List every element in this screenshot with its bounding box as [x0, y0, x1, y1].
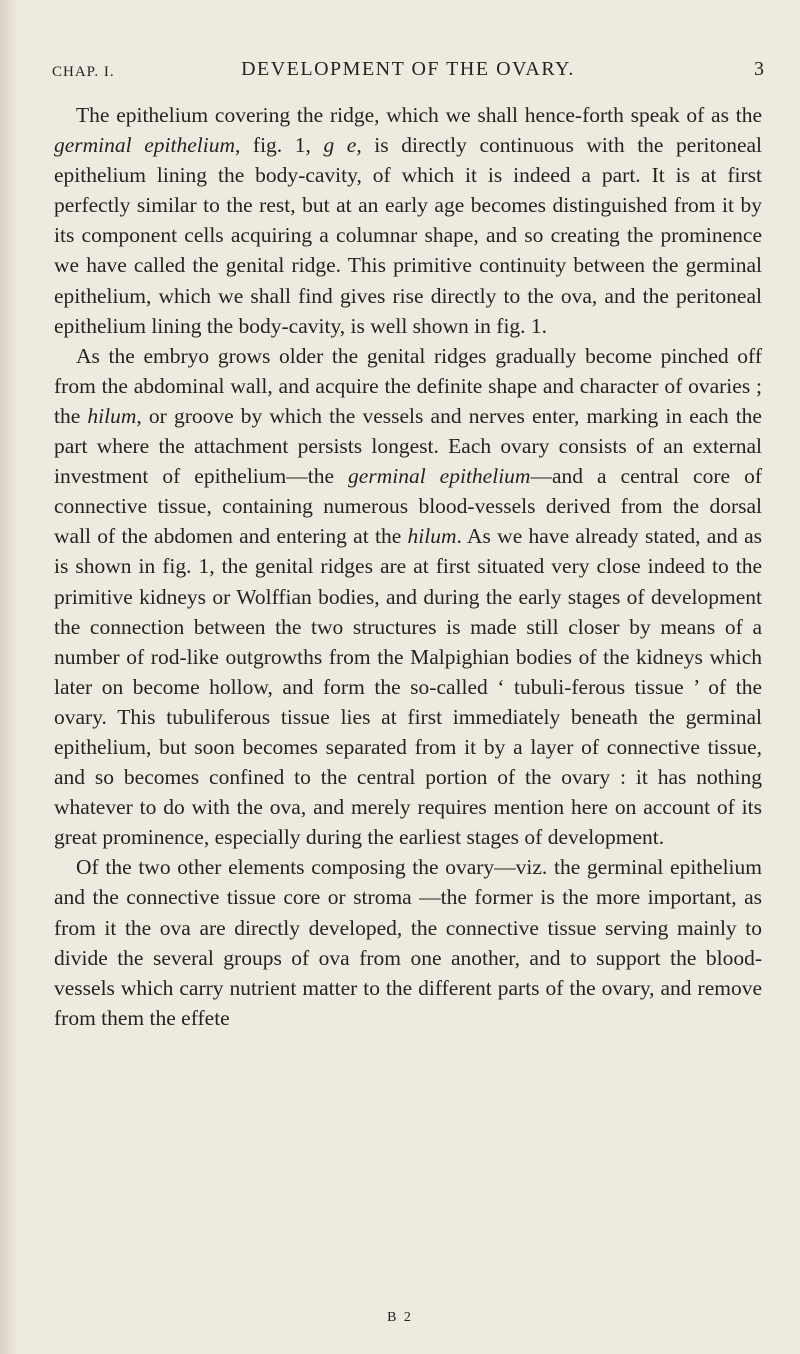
- italic-term: g e: [323, 133, 357, 158]
- text-run: , is directly continuous with the peritoneal epithelium lining the body-cavity, of which it is indeed a part. It is at first perfectly similar to the rest, but at an early age becomes distinguished from it by its component cells acquiring a columnar shape, and so creating the prominence we have called the genital ridge. This primitive continuity between the germinal epithelium, which we shall find gives rise directly to the ova, and the peritoneal epithelium lining the body-cavity, is well shown in fig. 1.: [54, 133, 762, 338]
- signature-mark: B 2: [387, 1310, 413, 1325]
- running-header: [52, 58, 764, 88]
- running-title: DEVELOPMENT OF THE OVARY.: [241, 58, 575, 80]
- italic-term: germinal epithelium: [54, 133, 235, 158]
- paragraph: [54, 100, 762, 341]
- text-run: , fig. 1,: [234, 133, 324, 158]
- chapter-label: CHAP. I.: [52, 64, 115, 80]
- page-edge: [0, 0, 18, 1354]
- text-run: The epithelium covering the ridge, which we shall hence-forth speak of as the: [76, 103, 762, 127]
- italic-term: germinal epithelium: [348, 464, 531, 489]
- page-number: 3: [754, 58, 764, 80]
- text-run: As the embryo grows older the genital ridges gradually become pinched off from the abdominal wall, and acquire the definite shape and character of ovaries ; the: [54, 343, 762, 428]
- text-run: . As we have already stated, and as is shown in fig. 1, the genital ridges are at first situated very close indeed to the primitive kidneys or Wolffian bodies, and during the early stages of development the connection between the two structures is made still closer by means of a number of rod-like outgrowths from the Malpighian bodies of the kidneys which later on become hollow, and form the so-called ‘ tubuli-ferous tissue ’ of the ovary. This tubuliferous tissue lies at first immediately beneath the germinal epithelium, but soon becomes separated from it by a layer of connective tissue, and so becomes confined to the central portion of the ovary : it has nothing whatever to do with the ova, and merely requires mention here on account of its great prominence, especially during the earliest stages of development.: [54, 524, 762, 850]
- text-run: —and a central core of connective tissue, containing numerous blood-vessels derived from the dorsal wall of the abdomen and entering at the: [54, 464, 762, 549]
- text-run: , or groove by which the vessels and nerves enter, marking in each the part where the attachment persists longest. Each ovary consists of an external investment of epithelium—the: [54, 403, 762, 489]
- italic-term: hilum: [87, 403, 137, 428]
- paragraph: [54, 341, 762, 853]
- body-text: [54, 100, 762, 1033]
- italic-term: hilum: [407, 524, 457, 549]
- paragraph: [54, 852, 762, 1033]
- text-run: Of the two other elements composing the ovary—viz. the germinal epithelium and the connective tissue core or stroma —the former is the more important, as from it the ova are directly developed, the connective tissue serving mainly to divide the several groups of ova from one another, and to support the blood-vessels which carry nutrient matter to the different parts of the ovary, and remove from them the effete: [54, 855, 762, 1030]
